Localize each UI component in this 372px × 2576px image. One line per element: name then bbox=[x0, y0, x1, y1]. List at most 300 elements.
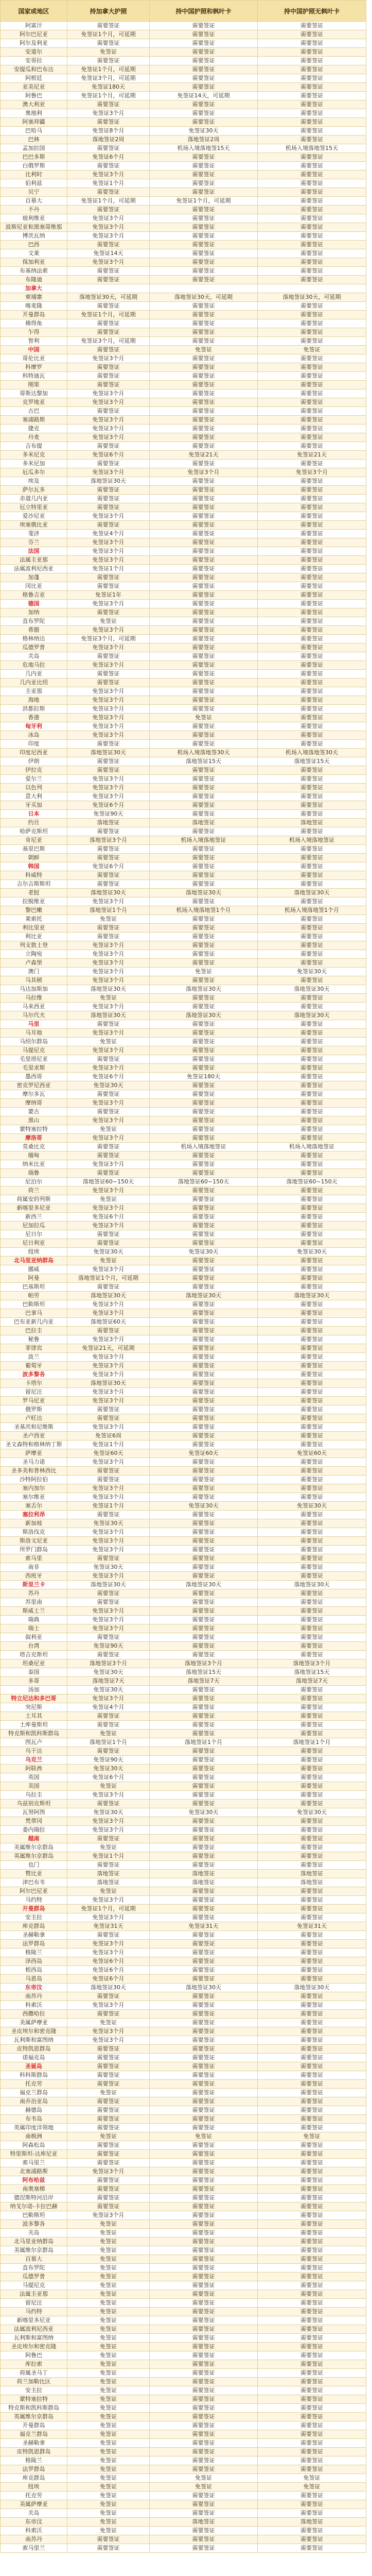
cell-country: 圣马力诺 bbox=[1, 1458, 67, 1467]
cell-canadian-passport: 免签证1个月，可延期 bbox=[67, 1905, 150, 1913]
cell-chinese-passport-no-pr: 需要签证 bbox=[258, 2150, 366, 2159]
cell-chinese-passport-pr: 需要签证 bbox=[150, 442, 258, 451]
cell-chinese-passport-no-pr: 落地签证 bbox=[258, 2518, 366, 2527]
cell-chinese-passport-no-pr: 免签证30天 bbox=[258, 1502, 366, 1511]
cell-chinese-passport-no-pr: 需要签证 bbox=[258, 801, 366, 810]
cell-chinese-passport-no-pr: 需要签证 bbox=[258, 538, 366, 547]
cell-chinese-passport-pr: 需要签证 bbox=[150, 1064, 258, 1073]
table-row bbox=[1, 705, 366, 714]
cell-canadian-passport: 需要签证 bbox=[67, 1405, 150, 1414]
table-row bbox=[1, 1125, 366, 1134]
cell-country: 几内亚比绍 bbox=[1, 679, 67, 687]
cell-chinese-passport-no-pr: 落地签证30天 bbox=[258, 1581, 366, 1589]
cell-country: 图瓦卢 bbox=[1, 1738, 67, 1747]
cell-chinese-passport-pr: 需要签证 bbox=[150, 2334, 258, 2343]
cell-canadian-passport: 免签证1个月 bbox=[67, 1440, 150, 1449]
cell-chinese-passport-pr: 落地签证30天 bbox=[150, 1984, 258, 1992]
cell-country: 安圭拉 bbox=[1, 1913, 67, 1922]
cell-country: 文莱 bbox=[1, 249, 67, 258]
table-row bbox=[1, 2369, 366, 2378]
table-row bbox=[1, 1712, 366, 1721]
cell-country: 圣皮埃尔和密克隆 bbox=[1, 2027, 67, 2036]
cell-canadian-passport: 需要签证 bbox=[67, 1554, 150, 1563]
cell-country: 博茨瓦纳 bbox=[1, 232, 67, 241]
table-row bbox=[1, 127, 366, 135]
cell-chinese-passport-no-pr: 需要签证 bbox=[258, 679, 366, 687]
cell-chinese-passport-no-pr: 需要签证 bbox=[258, 661, 366, 670]
cell-canadian-passport: 需要签证 bbox=[67, 2115, 150, 2124]
cell-canadian-passport: 免签证3个月 bbox=[67, 687, 150, 696]
cell-canadian-passport: 免签证 bbox=[67, 1257, 150, 1265]
cell-country: 圣皮埃尔和密克隆 bbox=[1, 2343, 67, 2351]
table-row bbox=[1, 2316, 366, 2325]
table-row bbox=[1, 2229, 366, 2238]
cell-canadian-passport: 免签证6个月 bbox=[67, 1975, 150, 1984]
cell-country: 立陶宛 bbox=[1, 950, 67, 959]
cell-chinese-passport-no-pr: 需要签证 bbox=[258, 425, 366, 433]
cell-country: 梵蒂冈 bbox=[1, 1817, 67, 1826]
cell-country: 格鲁吉亚 bbox=[1, 591, 67, 600]
cell-chinese-passport-pr: 需要签证 bbox=[150, 2378, 258, 2386]
cell-chinese-passport-pr: 需要签证 bbox=[150, 827, 258, 836]
cell-canadian-passport: 免签证3个月 bbox=[67, 547, 150, 556]
cell-country: 科威特 bbox=[1, 871, 67, 880]
table-row bbox=[1, 319, 366, 328]
cell-canadian-passport: 免签证 bbox=[67, 2430, 150, 2439]
table-row bbox=[1, 1143, 366, 1151]
cell-canadian-passport: 免签证3个月，可延期 bbox=[67, 337, 150, 346]
cell-canadian-passport: 需要签证 bbox=[67, 1230, 150, 1239]
cell-country: 萨摩亚 bbox=[1, 1449, 67, 1458]
table-row bbox=[1, 933, 366, 941]
cell-canadian-passport: 免签证 bbox=[67, 2509, 150, 2518]
cell-chinese-passport-no-pr: 需要签证 bbox=[258, 1204, 366, 1213]
cell-chinese-passport-pr: 机场入境落地签证 bbox=[150, 836, 258, 845]
cell-country: 塞拉利昂 bbox=[1, 1511, 67, 1519]
cell-chinese-passport-no-pr: 需要签证 bbox=[258, 2220, 366, 2229]
table-row bbox=[1, 1090, 366, 1099]
cell-chinese-passport-pr: 需要签证 bbox=[150, 1081, 258, 1090]
cell-canadian-passport: 需要签证 bbox=[67, 2176, 150, 2185]
cell-chinese-passport-no-pr: 需要签证 bbox=[258, 267, 366, 276]
cell-canadian-passport: 免签证3个月 bbox=[67, 556, 150, 565]
table-row bbox=[1, 1116, 366, 1125]
table-row bbox=[1, 792, 366, 801]
cell-chinese-passport-pr: 需要签证 bbox=[150, 1861, 258, 1870]
cell-chinese-passport-no-pr: 需要签证 bbox=[258, 74, 366, 83]
table-row bbox=[1, 1738, 366, 1747]
cell-canadian-passport: 免签证 bbox=[67, 1125, 150, 1134]
cell-country: 马耳他 bbox=[1, 1029, 67, 1038]
cell-chinese-passport-no-pr: 需要签证 bbox=[258, 2360, 366, 2369]
cell-chinese-passport-no-pr: 需要签证 bbox=[258, 2509, 366, 2518]
cell-canadian-passport: 需要签证 bbox=[67, 740, 150, 749]
table-row bbox=[1, 1756, 366, 1765]
cell-chinese-passport-no-pr: 需要签证 bbox=[258, 486, 366, 495]
cell-chinese-passport-pr: 需要签证 bbox=[150, 214, 258, 223]
cell-canadian-passport: 免签证3个月 bbox=[67, 109, 150, 118]
cell-chinese-passport-no-pr: 需要签证 bbox=[258, 2264, 366, 2273]
cell-chinese-passport-pr: 落地签证30天 bbox=[150, 1581, 258, 1589]
header-canadian-passport: 持加拿大护照 bbox=[67, 1, 150, 22]
cell-chinese-passport-no-pr: 需要签证 bbox=[258, 1274, 366, 1283]
table-row bbox=[1, 2281, 366, 2290]
table-row bbox=[1, 302, 366, 311]
cell-country: 德国 bbox=[1, 600, 67, 608]
cell-chinese-passport-pr: 需要签证 bbox=[150, 2001, 258, 2010]
cell-canadian-passport: 落地签证30天 bbox=[67, 477, 150, 486]
table-row bbox=[1, 2483, 366, 2492]
cell-country: 索马里兰 bbox=[1, 2544, 67, 2553]
cell-chinese-passport-no-pr: 需要签证 bbox=[258, 1721, 366, 1730]
cell-canadian-passport: 免签证1个月 bbox=[67, 565, 150, 573]
cell-canadian-passport: 免签证3个月 bbox=[67, 1572, 150, 1581]
table-row bbox=[1, 1782, 366, 1791]
cell-country: 法属圭亚那 bbox=[1, 2290, 67, 2299]
cell-country: 哥斯达黎加 bbox=[1, 389, 67, 398]
cell-chinese-passport-pr: 需要签证 bbox=[150, 258, 258, 267]
cell-chinese-passport-no-pr: 需要签证 bbox=[258, 1081, 366, 1090]
cell-chinese-passport-pr: 需要签证 bbox=[150, 679, 258, 687]
cell-chinese-passport-pr: 需要签证 bbox=[150, 1616, 258, 1624]
table-row bbox=[1, 2089, 366, 2097]
table-row bbox=[1, 1257, 366, 1265]
cell-chinese-passport-pr: 需要签证 bbox=[150, 1458, 258, 1467]
cell-canadian-passport: 免签证 bbox=[67, 2483, 150, 2492]
cell-chinese-passport-no-pr: 需要签证 bbox=[258, 2535, 366, 2544]
cell-country: 东帝汶 bbox=[1, 2518, 67, 2527]
cell-country: 英属维尔京群岛 bbox=[1, 1852, 67, 1861]
table-row bbox=[1, 1423, 366, 1432]
cell-canadian-passport: 需要签证 bbox=[67, 1861, 150, 1870]
cell-country: 卢森堡 bbox=[1, 959, 67, 968]
cell-chinese-passport-no-pr: 落地签证30天 bbox=[258, 1984, 366, 1992]
cell-chinese-passport-no-pr: 需要签证 bbox=[258, 1423, 366, 1432]
cell-chinese-passport-pr: 需要签证 bbox=[150, 57, 258, 65]
table-row bbox=[1, 1668, 366, 1677]
cell-country: 英属维尔京群岛 bbox=[1, 2413, 67, 2421]
cell-chinese-passport-no-pr: 需要签证 bbox=[258, 1134, 366, 1143]
cell-chinese-passport-no-pr: 需要签证 bbox=[258, 1309, 366, 1318]
table-row bbox=[1, 530, 366, 538]
table-row bbox=[1, 573, 366, 582]
cell-chinese-passport-no-pr bbox=[258, 284, 366, 293]
table-row bbox=[1, 1467, 366, 1476]
cell-chinese-passport-no-pr: 机场入境落地签30天 bbox=[258, 749, 366, 757]
cell-country: 西撒哈拉 bbox=[1, 2010, 67, 2019]
cell-chinese-passport-pr: 落地签证2周 bbox=[150, 135, 258, 144]
cell-canadian-passport: 需要签证 bbox=[67, 346, 150, 354]
table-row bbox=[1, 2334, 366, 2343]
cell-chinese-passport-no-pr: 需要签证 bbox=[258, 2238, 366, 2246]
cell-canadian-passport: 免签证 bbox=[67, 2255, 150, 2264]
cell-chinese-passport-pr: 需要签证 bbox=[150, 302, 258, 311]
table-row bbox=[1, 135, 366, 144]
cell-country: 克罗地亚 bbox=[1, 398, 67, 407]
cell-chinese-passport-no-pr: 需要签证 bbox=[258, 608, 366, 617]
table-row bbox=[1, 1239, 366, 1248]
cell-chinese-passport-pr: 落地签证3个月 bbox=[150, 1659, 258, 1668]
cell-chinese-passport-pr: 需要签证 bbox=[150, 2421, 258, 2430]
cell-chinese-passport-pr: 需要签证 bbox=[150, 398, 258, 407]
table-row bbox=[1, 381, 366, 389]
cell-canadian-passport: 免签证3个月 bbox=[67, 1222, 150, 1230]
cell-chinese-passport-pr: 需要签证 bbox=[150, 337, 258, 346]
cell-chinese-passport-pr: 需要签证 bbox=[150, 1151, 258, 1160]
cell-chinese-passport-no-pr: 需要签证 bbox=[258, 2097, 366, 2106]
cell-chinese-passport-pr: 需要签证 bbox=[150, 2264, 258, 2273]
cell-country: 加蓬 bbox=[1, 573, 67, 582]
cell-canadian-passport: 免签证 bbox=[67, 2334, 150, 2343]
cell-chinese-passport-pr: 需要签证 bbox=[150, 1721, 258, 1730]
cell-country: 圣文森特和格林纳丁斯 bbox=[1, 1440, 67, 1449]
cell-chinese-passport-no-pr: 需要签证 bbox=[258, 2544, 366, 2553]
cell-canadian-passport: 落地签证30天，可延期 bbox=[67, 293, 150, 302]
cell-chinese-passport-pr: 需要签证 bbox=[150, 1730, 258, 1738]
cell-canadian-passport: 免签证3个月 bbox=[67, 950, 150, 959]
table-row bbox=[1, 1169, 366, 1178]
cell-canadian-passport: 免签证3个月 bbox=[67, 941, 150, 950]
cell-country: 科索沃 bbox=[1, 2527, 67, 2535]
cell-canadian-passport: 免签证 bbox=[67, 2456, 150, 2465]
cell-chinese-passport-pr: 需要签证 bbox=[150, 2141, 258, 2150]
cell-chinese-passport-pr: 需要签证 bbox=[150, 1388, 258, 1397]
cell-canadian-passport: 需要签证 bbox=[67, 1108, 150, 1116]
cell-chinese-passport-no-pr: 免签证 bbox=[258, 2483, 366, 2492]
table-row bbox=[1, 2185, 366, 2194]
cell-chinese-passport-pr: 需要签证 bbox=[150, 1353, 258, 1362]
cell-chinese-passport-pr: 需要签证 bbox=[150, 1379, 258, 1388]
cell-canadian-passport: 需要签证 bbox=[67, 276, 150, 284]
cell-canadian-passport: 免签证 bbox=[67, 2019, 150, 2027]
cell-country: 赫德岛 bbox=[1, 2106, 67, 2115]
cell-chinese-passport-no-pr: 需要签证 bbox=[258, 477, 366, 486]
table-row bbox=[1, 1519, 366, 1528]
cell-chinese-passport-pr: 需要签证 bbox=[150, 1099, 258, 1108]
header-chinese-passport-pr: 持中国护照和枫叶卡 bbox=[150, 1, 258, 22]
cell-country: 北塞浦路斯 bbox=[1, 2167, 67, 2176]
cell-chinese-passport-pr: 需要签证 bbox=[150, 267, 258, 276]
cell-chinese-passport-no-pr: 落地签证30天 bbox=[258, 1292, 366, 1300]
cell-chinese-passport-no-pr: 需要签证 bbox=[258, 381, 366, 389]
cell-chinese-passport-pr: 机场入境落地签30天 bbox=[150, 749, 258, 757]
cell-canadian-passport: 免签证3个月 bbox=[67, 1913, 150, 1922]
cell-country: 直布罗陀 bbox=[1, 2264, 67, 2273]
cell-chinese-passport-no-pr: 需要签证 bbox=[258, 915, 366, 924]
cell-chinese-passport-no-pr: 免签证31天 bbox=[258, 1922, 366, 1931]
cell-chinese-passport-pr: 需要签证 bbox=[150, 1765, 258, 1773]
cell-chinese-passport-pr: 需要签证 bbox=[150, 171, 258, 179]
cell-chinese-passport-pr: 免签证14天，可延期 bbox=[150, 92, 258, 100]
cell-chinese-passport-no-pr: 需要签证 bbox=[258, 1046, 366, 1055]
cell-chinese-passport-pr: 需要签证 bbox=[150, 1747, 258, 1756]
cell-chinese-passport-no-pr: 需要签证 bbox=[258, 1730, 366, 1738]
table-row bbox=[1, 188, 366, 197]
cell-canadian-passport: 免签证 bbox=[67, 1195, 150, 1204]
cell-chinese-passport-pr: 需要签证 bbox=[150, 775, 258, 784]
table-row bbox=[1, 1414, 366, 1423]
cell-chinese-passport-pr: 需要签证 bbox=[150, 897, 258, 906]
table-row bbox=[1, 2343, 366, 2351]
cell-chinese-passport-no-pr: 需要签证 bbox=[258, 1773, 366, 1782]
table-row bbox=[1, 924, 366, 933]
cell-country: 莫桑比克 bbox=[1, 1143, 67, 1151]
cell-chinese-passport-no-pr: 需要签证 bbox=[258, 1327, 366, 1335]
cell-canadian-passport: 免签证 bbox=[67, 2264, 150, 2273]
cell-chinese-passport-no-pr: 机场入境落地签15天 bbox=[258, 144, 366, 153]
cell-country: 斐济 bbox=[1, 530, 67, 538]
cell-chinese-passport-pr: 免签证 bbox=[150, 968, 258, 976]
cell-chinese-passport-pr: 需要签证 bbox=[150, 1309, 258, 1318]
table-row bbox=[1, 495, 366, 503]
cell-canadian-passport: 落地签证60天 bbox=[67, 1318, 150, 1327]
cell-chinese-passport-pr: 需要签证 bbox=[150, 2325, 258, 2334]
table-row bbox=[1, 1598, 366, 1607]
table-row bbox=[1, 2150, 366, 2159]
cell-chinese-passport-no-pr: 需要签证 bbox=[258, 2229, 366, 2238]
cell-country: 阿根廷 bbox=[1, 74, 67, 83]
cell-chinese-passport-pr: 落地签证 bbox=[150, 2518, 258, 2527]
table-row bbox=[1, 109, 366, 118]
table-row bbox=[1, 1081, 366, 1090]
cell-canadian-passport: 免签证 bbox=[67, 1782, 150, 1791]
table-row bbox=[1, 2019, 366, 2027]
cell-chinese-passport-pr: 免签证 bbox=[150, 2483, 258, 2492]
cell-country: 坦桑尼亚 bbox=[1, 1659, 67, 1668]
cell-chinese-passport-no-pr: 免签证 bbox=[258, 346, 366, 354]
cell-chinese-passport-pr: 需要签证 bbox=[150, 249, 258, 258]
cell-canadian-passport: 落地签证7天 bbox=[67, 1677, 150, 1686]
cell-chinese-passport-no-pr: 需要签证 bbox=[258, 232, 366, 241]
cell-chinese-passport-pr: 需要签证 bbox=[150, 1511, 258, 1519]
table-row bbox=[1, 2036, 366, 2045]
cell-chinese-passport-pr: 需要签证 bbox=[150, 2439, 258, 2448]
cell-chinese-passport-pr: 需要签证 bbox=[150, 2430, 258, 2439]
cell-chinese-passport-pr: 需要签证 bbox=[150, 1160, 258, 1169]
cell-canadian-passport: 免签证1年 bbox=[67, 591, 150, 600]
cell-canadian-passport: 需要签证 bbox=[67, 2062, 150, 2071]
table-row bbox=[1, 241, 366, 249]
cell-canadian-passport: 免签证 bbox=[67, 1038, 150, 1046]
cell-chinese-passport-pr: 需要签证 bbox=[150, 2509, 258, 2518]
cell-chinese-passport-pr: 需要签证 bbox=[150, 1274, 258, 1283]
cell-chinese-passport-pr: 落地签证30天 bbox=[150, 889, 258, 897]
cell-canadian-passport: 免签证 bbox=[67, 2492, 150, 2500]
header-country: 国家或地区 bbox=[1, 1, 67, 22]
table-row bbox=[1, 2106, 366, 2115]
cell-canadian-passport: 需要签证 bbox=[67, 1143, 150, 1151]
cell-chinese-passport-no-pr: 需要签证 bbox=[258, 1861, 366, 1870]
cell-chinese-passport-no-pr: 需要签证 bbox=[258, 1020, 366, 1029]
cell-chinese-passport-no-pr: 需要签证 bbox=[258, 249, 366, 258]
table-row bbox=[1, 1913, 366, 1922]
cell-chinese-passport-pr: 需要签证 bbox=[150, 643, 258, 652]
cell-chinese-passport-pr: 需要签证 bbox=[150, 48, 258, 57]
cell-chinese-passport-pr: 需要签证 bbox=[150, 766, 258, 775]
cell-canadian-passport: 免签证 bbox=[67, 2238, 150, 2246]
cell-chinese-passport-no-pr: 需要签证 bbox=[258, 2159, 366, 2167]
table-row bbox=[1, 810, 366, 819]
cell-country: 帕劳 bbox=[1, 1292, 67, 1300]
cell-country: 托克劳 bbox=[1, 2492, 67, 2500]
cell-canadian-passport: 需要签证 bbox=[67, 1835, 150, 1843]
cell-canadian-passport: 落地签证60~150天 bbox=[67, 1178, 150, 1187]
table-row bbox=[1, 2500, 366, 2509]
cell-country: 黑山 bbox=[1, 1116, 67, 1125]
cell-chinese-passport-pr: 需要签证 bbox=[150, 2351, 258, 2360]
cell-canadian-passport: 需要签证 bbox=[67, 2185, 150, 2194]
table-row bbox=[1, 985, 366, 994]
cell-chinese-passport-no-pr: 需要签证 bbox=[258, 2290, 366, 2299]
cell-canadian-passport: 需要签证 bbox=[67, 1721, 150, 1730]
cell-chinese-passport-no-pr: 需要签证 bbox=[258, 276, 366, 284]
cell-chinese-passport-no-pr: 需要签证 bbox=[258, 495, 366, 503]
table-row bbox=[1, 1309, 366, 1318]
cell-chinese-passport-pr: 需要签证 bbox=[150, 933, 258, 941]
cell-chinese-passport-pr: 需要签证 bbox=[150, 1020, 258, 1029]
cell-country: 阿尔及利亚 bbox=[1, 39, 67, 48]
cell-chinese-passport-pr: 需要签证 bbox=[150, 2343, 258, 2351]
cell-chinese-passport-pr: 需要签证 bbox=[150, 486, 258, 495]
cell-chinese-passport-pr: 需要签证 bbox=[150, 810, 258, 819]
cell-chinese-passport-pr: 需要签证 bbox=[150, 1782, 258, 1791]
cell-chinese-passport-no-pr: 落地签证 bbox=[258, 1870, 366, 1878]
cell-chinese-passport-pr: 落地签证 bbox=[150, 1870, 258, 1878]
cell-country: 比利时 bbox=[1, 171, 67, 179]
cell-country: 科科斯群岛 bbox=[1, 2071, 67, 2080]
cell-country: 意大利 bbox=[1, 792, 67, 801]
table-row bbox=[1, 1327, 366, 1335]
cell-chinese-passport-no-pr: 需要签证 bbox=[258, 2334, 366, 2343]
cell-chinese-passport-no-pr: 需要签证 bbox=[258, 2141, 366, 2150]
cell-canadian-passport: 需要签证 bbox=[67, 22, 150, 30]
cell-chinese-passport-no-pr: 需要签证 bbox=[258, 2500, 366, 2509]
cell-chinese-passport-pr: 需要签证 bbox=[150, 976, 258, 985]
cell-canadian-passport: 免签证 bbox=[67, 2404, 150, 2413]
cell-chinese-passport-no-pr: 落地签证3个月 bbox=[258, 1659, 366, 1668]
cell-chinese-passport-no-pr: 需要签证 bbox=[258, 1765, 366, 1773]
cell-chinese-passport-no-pr: 需要签证 bbox=[258, 565, 366, 573]
cell-country: 马尔代夫 bbox=[1, 1011, 67, 1020]
cell-chinese-passport-no-pr: 落地签证30天 bbox=[258, 985, 366, 994]
cell-chinese-passport-pr: 需要签证 bbox=[150, 661, 258, 670]
cell-chinese-passport-pr: 需要签证 bbox=[150, 241, 258, 249]
cell-canadian-passport: 落地签证 bbox=[67, 1878, 150, 1887]
cell-chinese-passport-pr: 需要签证 bbox=[150, 1283, 258, 1292]
cell-canadian-passport: 免签证3个月 bbox=[67, 1940, 150, 1948]
table-row bbox=[1, 1204, 366, 1213]
cell-country: 朝鲜 bbox=[1, 854, 67, 862]
table-row bbox=[1, 1677, 366, 1686]
cell-chinese-passport-no-pr: 免签证30天 bbox=[258, 1248, 366, 1257]
cell-canadian-passport: 需要签证 bbox=[67, 381, 150, 389]
table-row bbox=[1, 206, 366, 214]
cell-canadian-passport: 免签证3个月 bbox=[67, 1046, 150, 1055]
cell-country: 毛里塔尼亚 bbox=[1, 1055, 67, 1064]
cell-canadian-passport: 落地签证1个月 bbox=[67, 906, 150, 915]
cell-chinese-passport-no-pr: 需要签证 bbox=[258, 530, 366, 538]
table-row bbox=[1, 2027, 366, 2036]
cell-country: 美国 bbox=[1, 1782, 67, 1791]
cell-country: 叙利亚 bbox=[1, 1633, 67, 1642]
table-row bbox=[1, 714, 366, 722]
cell-country: 马其顿 bbox=[1, 976, 67, 985]
cell-chinese-passport-pr: 需要签证 bbox=[150, 547, 258, 556]
cell-chinese-passport-pr: 需要签证 bbox=[150, 495, 258, 503]
cell-chinese-passport-pr: 需要签证 bbox=[150, 2316, 258, 2325]
table-row bbox=[1, 512, 366, 521]
cell-canadian-passport: 免签证 bbox=[67, 48, 150, 57]
